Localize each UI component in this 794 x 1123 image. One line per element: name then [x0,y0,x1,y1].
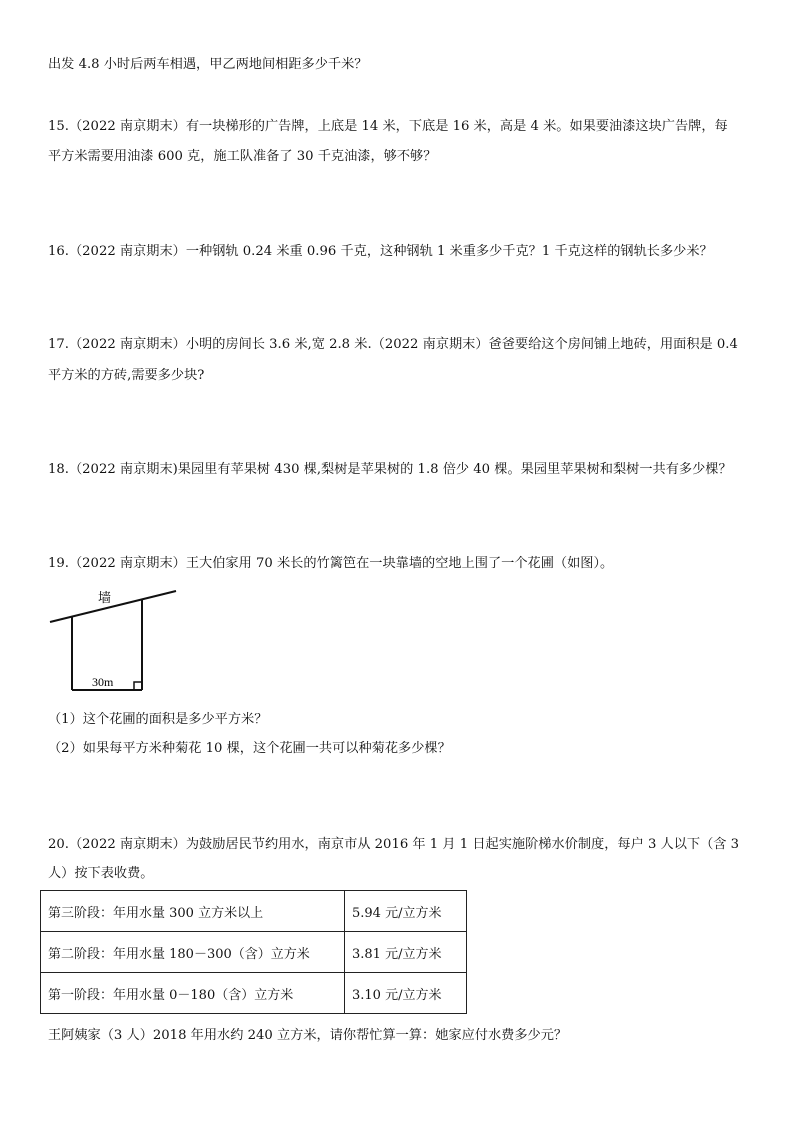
table-row [41,973,467,1014]
water-fee-table [40,890,467,1014]
q20-line2: 人）按下表收费。 [48,866,154,881]
q17-line2: 平方米的方砖,需要多少块? [48,368,205,383]
q18-line1: 18.（2022 南京期末)果园里有苹果树 430 棵,梨树是苹果树的 1.8 倍少 40 棵。果园里苹果树和梨树一共有多少棵？ [48,462,732,477]
base-length-label: 30m [92,675,114,689]
q15-line2: 平方米需要用油漆 600 克，施工队准备了 30 千克油漆，够不够？ [48,149,437,164]
tier-cell: 第三阶段：年用水量 300 立方米以上 [41,891,345,932]
wall-line [50,591,176,622]
q15-line1: 15.（2022 南京期末）有一块梯形的广告牌，上底是 14 米，下底是 16 米，高是 4 米。如果要油漆这块广告牌，每 [48,119,728,134]
tier-cell: 第二阶段：年用水量 180－300（含）立方米 [41,932,345,973]
price-cell: 3.10 元/立方米 [345,973,467,1014]
q16-line1: 16.（2022 南京期末）一种钢轨 0.24 米重 0.96 千克，这种钢轨 1 米重多少千克？1 千克这样的钢轨长多少米？ [48,244,713,259]
table-row [41,932,467,973]
price-cell: 5.94 元/立方米 [345,891,467,932]
garden-figure [46,586,186,696]
wall-label: 墙 [98,591,112,606]
table-row [41,891,467,932]
right-angle-mark [134,682,142,690]
tier-cell: 第一阶段：年用水量 0－180（含）立方米 [41,973,345,1014]
q20-line1: 20.（2022 南京期末）为鼓励居民节约用水，南京市从 2016 年 1 月 1 日起实施阶梯水价制度，每户 3 人以下（含 3 [48,837,740,852]
q19-line1: 19.（2022 南京期末）王大伯家用 70 米长的竹篱笆在一块靠墙的空地上围了一个花圃（如图）。 [48,556,614,571]
q17-line1: 17.（2022 南京期末）小明的房间长 3.6 米,宽 2.8 米.（2022 南京期末）爸爸要给这个房间铺上地砖，用面积是 0.4 [48,337,738,352]
q19-sub1: （1）这个花圃的面积是多少平方米？ [48,712,268,727]
q14-tail: 出发 4.8 小时后两车相遇，甲乙两地间相距多少千米？ [48,57,368,72]
q19-sub2: （2）如果每平方米种菊花 10 棵，这个花圃一共可以种菊花多少棵？ [48,741,451,756]
price-cell: 3.81 元/立方米 [345,932,467,973]
q20-question: 王阿姨家（3 人）2018 年用水约 240 立方米，请你帮忙算一算：她家应付水费多少元？ [48,1028,568,1043]
